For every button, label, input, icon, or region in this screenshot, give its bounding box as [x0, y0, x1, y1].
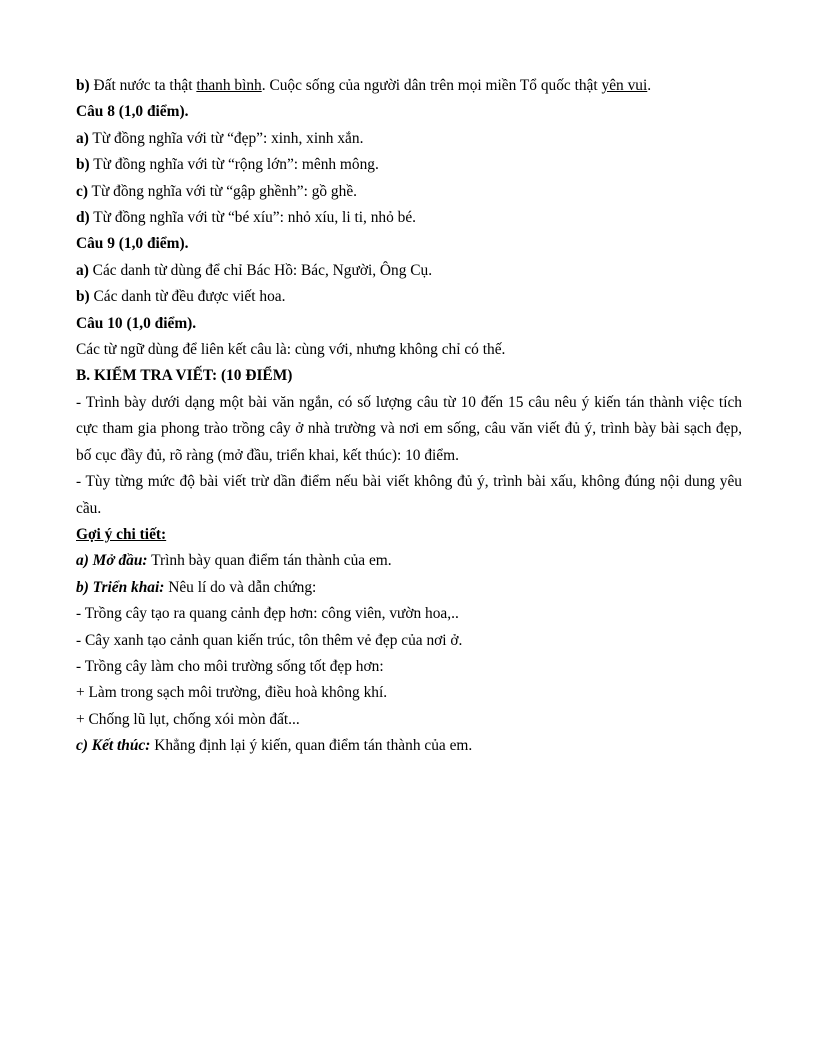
q7-answer-b: b) Đất nước ta thật thanh bình. Cuộc sống của người dân trên mọi miền Tổ quốc thật yên vui.	[76, 77, 652, 94]
hint-bullet: + Chống lũ lụt, chống xói mòn đất...	[76, 710, 300, 728]
q9-item-b: b) Các danh từ đều được viết hoa.	[76, 288, 286, 306]
q8-item-b: b) Từ đồng nghĩa với từ “rộng lớn”: mênh mông.	[76, 156, 379, 174]
hint-bullet: - Trồng cây tạo ra quang cảnh đẹp hơn: công viên, vườn hoa,..	[76, 605, 459, 623]
q10-text: Các từ ngữ dùng để liên kết câu là: cùng với, nhưng không chỉ có thế.	[76, 341, 506, 359]
section-b-paragraph-2: - Tùy từng mức độ bài viết trừ dần điểm nếu bài viết không đủ ý, trình bài xấu, không đúng nội dung yêu cầu.	[76, 473, 742, 517]
q10-title: Câu 10 (1,0 điểm).	[76, 314, 197, 332]
q8-item-a: a) Từ đồng nghĩa với từ “đẹp”: xinh, xinh xắn.	[76, 129, 364, 147]
q8-item-d: d) Từ đồng nghĩa với từ “bé xíu”: nhỏ xíu, li ti, nhỏ bé.	[76, 209, 417, 227]
hint-bullet: - Cây xanh tạo cảnh quan kiến trúc, tôn thêm vẻ đẹp của nơi ở.	[76, 631, 463, 649]
q8-item-c: c) Từ đồng nghĩa với từ “gập ghềnh”: gồ ghề.	[76, 182, 357, 200]
q9-title: Câu 9 (1,0 điểm).	[76, 235, 189, 253]
hint-b: b) Triển khai: Nêu lí do và dẫn chứng:	[76, 578, 317, 596]
hint-bullet: - Trồng cây làm cho môi trường sống tốt đẹp hơn:	[76, 657, 384, 675]
section-b-paragraph-1: - Trình bày dưới dạng một bài văn ngắn, có số lượng câu từ 10 đến 15 câu nêu ý kiến tán thành việc tích cực tham gia phong trào trồng cây ở nhà trường và nơi em sống, câu văn viết đủ ý, trình bày bài sạch đẹp, bố cục đầy đủ, rõ ràng (mở đầu, triển khai, kết thúc): 10 điểm.	[76, 393, 742, 464]
q9-item-a: a) Các danh từ dùng để chỉ Bác Hồ: Bác, Người, Ông Cụ.	[76, 261, 433, 279]
hint-c: c) Kết thúc: Khẳng định lại ý kiến, quan điểm tán thành của em.	[76, 737, 473, 755]
q8-title: Câu 8 (1,0 điểm).	[76, 103, 189, 121]
hint-a: a) Mở đầu: Trình bày quan điểm tán thành của em.	[76, 552, 392, 570]
document-page	[76, 73, 742, 760]
section-b-title: B. KIỂM TRA VIẾT: (10 ĐIỂM)	[76, 367, 293, 385]
hints-title: Gợi ý chi tiết:	[76, 525, 167, 543]
hint-bullet: + Làm trong sạch môi trường, điều hoà không khí.	[76, 684, 388, 702]
